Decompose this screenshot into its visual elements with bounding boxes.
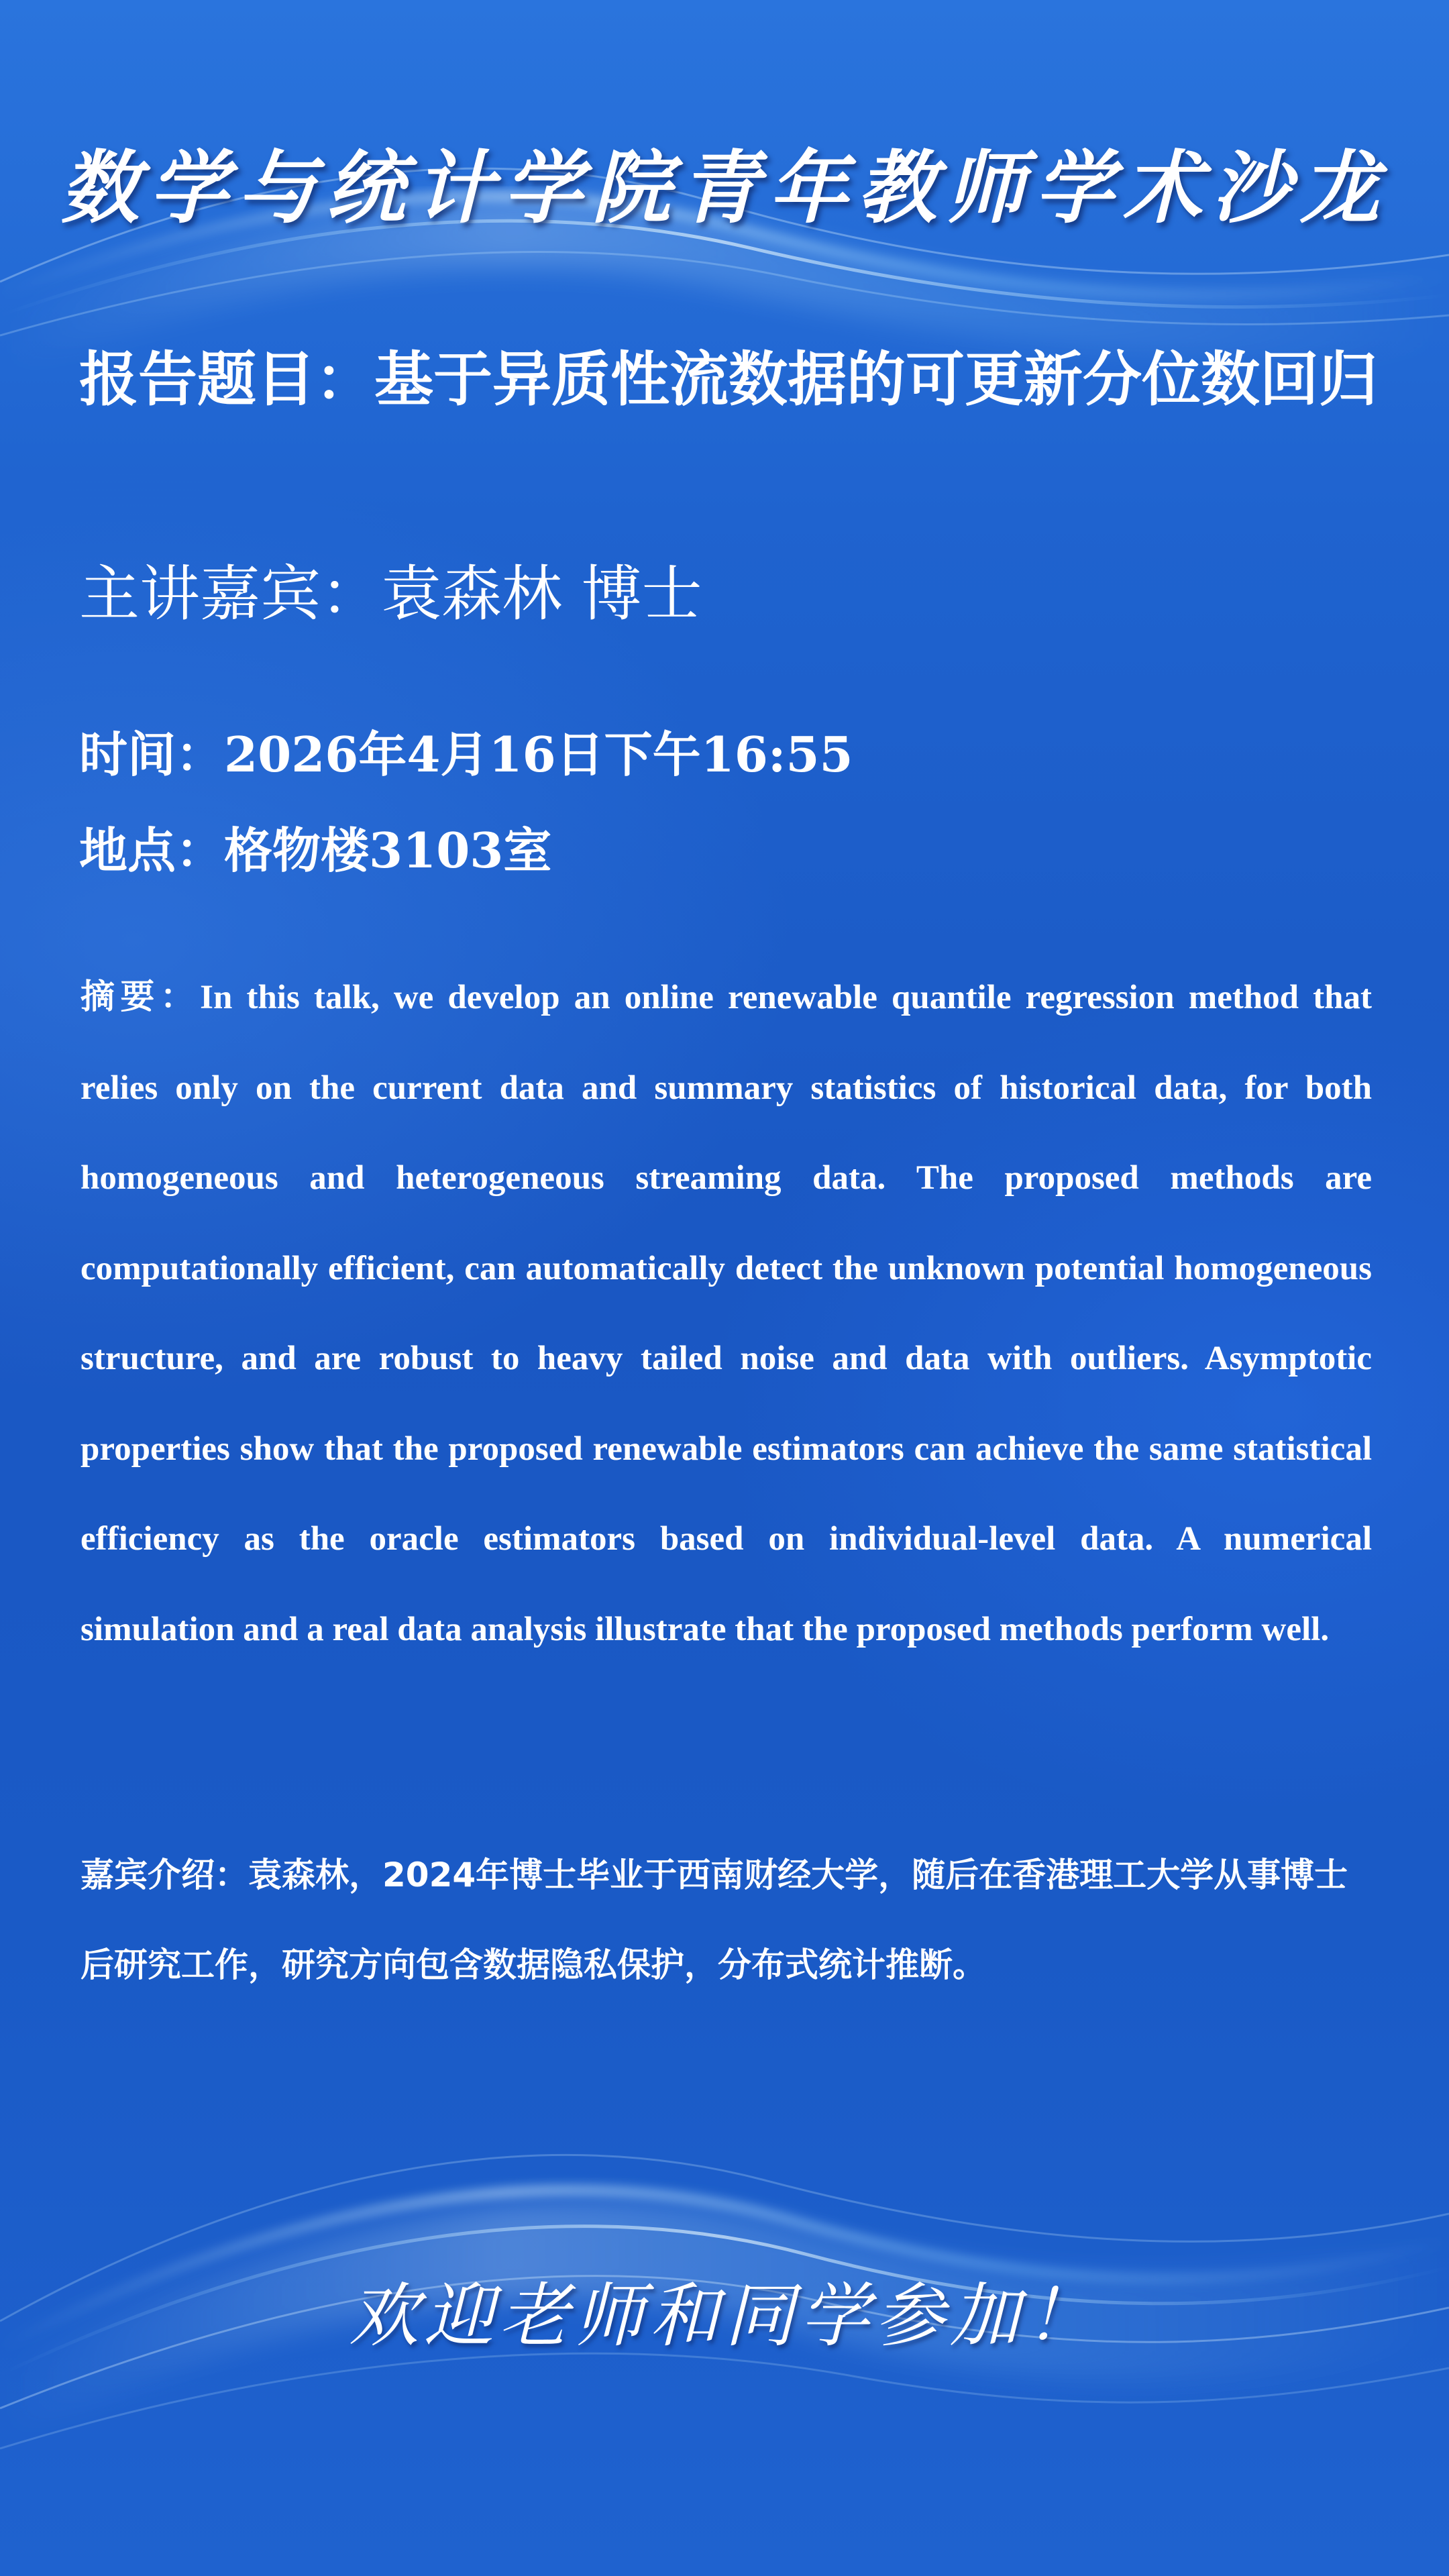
speaker-line: 主讲嘉宾：袁森林 博士 xyxy=(79,559,702,629)
time-line: 时间：2026年4月16日下午16:55 xyxy=(79,726,853,783)
abstract xyxy=(80,953,1372,1674)
speaker-bio: 嘉宾介绍：袁森林，2024年博士毕业于西南财经大学，随后在香港理工大学从事博士后研究工作，研究方向包含数据隐私保护，分布式统计推断。 xyxy=(80,1856,1348,1984)
place-line: 地点：格物楼3103室 xyxy=(79,822,552,879)
abstract-label: 摘要： xyxy=(80,979,201,1016)
header-title: 数学与统计学院青年教师学术沙龙 xyxy=(60,141,1389,234)
report-title: 报告题目：基于异质性流数据的可更新分位数回归 xyxy=(79,345,1379,414)
welcome-message: 欢迎老师和同学参加！ xyxy=(348,2275,1100,2357)
abstract-text: In this talk, we develop an online renewable quantile regression method that relies only on the current data and summary statistics of historical data, for both homogeneous and heterogeneous streaming data. The proposed methods are computationally efficient, can automatically detect the unknown potential homogeneous structure, and are robust to heavy tailed noise and data with outliers. Asymptotic properties show that the proposed renewable estimators can achieve the same statistical efficiency as the oracle estimators based on individual-level data. A numerical simulation and a real data analysis illustrate that the proposed methods perform well. xyxy=(80,979,1372,1648)
